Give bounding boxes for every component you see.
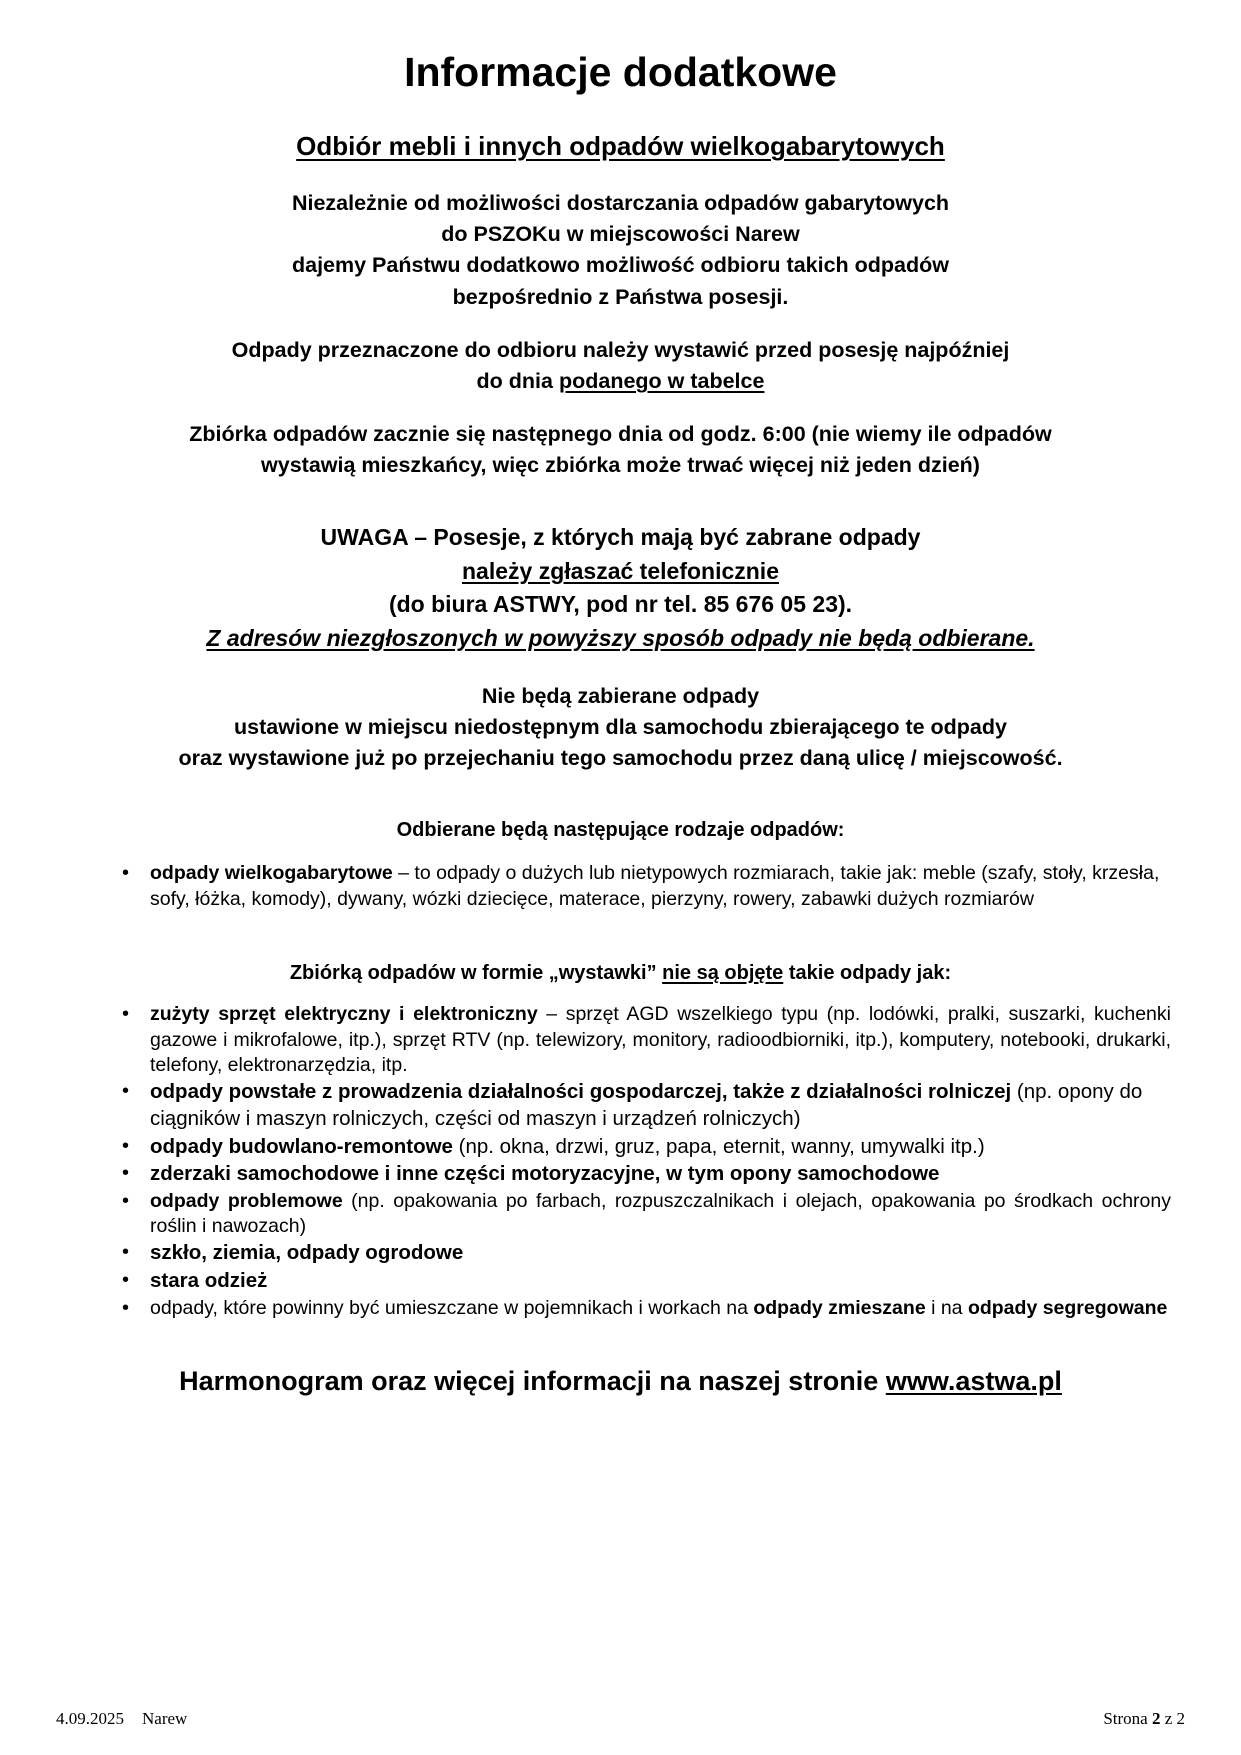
warning-block bbox=[56, 481, 1185, 654]
accepted-heading: Odbierane będą następujące rodzaje odpadów: bbox=[396, 819, 845, 842]
deadline-line-2 bbox=[56, 366, 1185, 397]
excluded-item-bold: zderzaki samochodowe i inne części motoryzacyjne, w tym opony samochodowe bbox=[150, 1162, 940, 1186]
intro-line-3: dajemy Państwu dodatkowo możliwość odbioru takich odpadów bbox=[291, 253, 949, 278]
deadline-underlined-text: podanego w tabelce bbox=[558, 368, 765, 393]
footer-page-current: 2 bbox=[1151, 1709, 1161, 1728]
warning-line-1: UWAGA – Posesje, z których mają być zabrane odpady bbox=[320, 524, 921, 551]
excluded-heading-prefix: Zbiórką odpadów w formie „wystawki” bbox=[289, 962, 663, 985]
excluded-item-bold: odpady budowlano-remontowe bbox=[150, 1134, 453, 1158]
list-item bbox=[114, 1240, 1185, 1267]
accepted-waste-list bbox=[56, 845, 1185, 913]
excluded-heading bbox=[56, 913, 1185, 988]
footer-page-total: 2 bbox=[1176, 1709, 1185, 1728]
excluded-item-bold: zużyty sprzęt elektryczny i elektroniczny bbox=[150, 1003, 538, 1026]
list-item bbox=[114, 1134, 1185, 1161]
list-item bbox=[114, 861, 1185, 913]
intro-line-1: Niezależnie od możliwości dostarczania odpadów gabarytowych bbox=[291, 191, 950, 216]
collection-start-line-2: wystawią mieszkańcy, więc zbiórka może trwać więcej niż jeden dzień) bbox=[261, 453, 980, 478]
deadline-prefix: do dnia bbox=[476, 368, 559, 393]
footer-date: 4.09.2025 bbox=[56, 1709, 124, 1728]
excluded-item-bold: odpady problemowe bbox=[150, 1189, 343, 1212]
page-title: Informacje dodatkowe bbox=[404, 49, 837, 95]
deadline-line-1: Odpady przeznaczone do odbioru należy wystawić przed posesję najpóźniej bbox=[231, 337, 1010, 362]
warning-phone-line: (do biura ASTWY, pod nr tel. 85 676 05 23). bbox=[388, 591, 853, 618]
collection-start-paragraph bbox=[56, 397, 1185, 481]
last-item-bold-mixed: odpady zmieszane bbox=[753, 1296, 926, 1319]
final-heading bbox=[56, 1322, 1185, 1397]
warning-italic-notice: Z adresów niezgłoszonych w powyższy sposób odpady nie będą odbierane. bbox=[206, 624, 1035, 651]
list-item bbox=[114, 1189, 1185, 1240]
excluded-item-bold: odpady powstałe z prowadzenia działalności gospodarczej, także z działalności rolniczej bbox=[150, 1080, 1012, 1104]
list-item bbox=[114, 1161, 1185, 1188]
excluded-waste-list bbox=[56, 988, 1185, 1321]
footer-locality: Narew bbox=[142, 1709, 188, 1728]
accepted-item-bold: odpady wielkogabarytowe bbox=[150, 862, 393, 885]
excluded-item-rest: (np. opakowania po farbach, rozpuszczalnikach i olejach, opakowania po środkach ochrony roślin i nawozach) bbox=[150, 1189, 1171, 1238]
warning-line-2-underlined: należy zgłaszać telefonicznie bbox=[461, 557, 779, 584]
excluded-heading-suffix: takie odpady jak: bbox=[783, 962, 952, 985]
excluded-item-rest: (np. okna, drzwi, gruz, papa, eternit, wanny, umywalki itp.) bbox=[452, 1134, 985, 1158]
excluded-heading-underlined: nie są objęte bbox=[662, 962, 784, 985]
excluded-item-rest: (np. opony do ciągników i maszyn rolniczych, części od maszyn i urządzeń rolniczych) bbox=[150, 1080, 1143, 1130]
website-url[interactable]: www.astwa.pl bbox=[885, 1366, 1062, 1397]
list-item bbox=[114, 1079, 1185, 1132]
page-footer bbox=[56, 1709, 1185, 1729]
intro-line-4: bezpośrednio z Państwa posesji. bbox=[452, 284, 789, 309]
list-item bbox=[114, 1296, 1185, 1321]
not-collected-line-2: ustawione w miejscu niedostępnym dla samochodu zbierającego te odpady bbox=[234, 715, 1007, 740]
accepted-item-rest: – to odpady o dużych lub nietypowych rozmiarach, takie jak: meble (szafy, stoły, krzesła, sofy, łóżka, komody), dywany, wózki dziecięce, materace, pierzyny, rowery, zabawki dużych rozmiarów bbox=[150, 862, 1160, 911]
last-item-middle: i na bbox=[925, 1296, 968, 1319]
intro-paragraph bbox=[56, 162, 1185, 313]
last-item-lead: odpady, które powinny być umieszczane w pojemnikach i workach na bbox=[150, 1296, 754, 1319]
footer-page-label: Strona bbox=[1103, 1709, 1148, 1728]
deadline-paragraph bbox=[56, 313, 1185, 397]
footer-page-of: z bbox=[1164, 1709, 1173, 1728]
excluded-item-rest: – sprzęt AGD wszelkiego typu (np. lodówki, pralki, suszarki, kuchenki gazowe i mikrofalowe, itp.), sprzęt RTV (np. telewizory, monitory, radioodbiorniki, itp.), komputery, notebooki, drukarki, telefony, elektronarzędzia, itp. bbox=[150, 1003, 1171, 1076]
collection-start-line-1: Zbiórka odpadów zacznie się następnego dnia od godz. 6:00 (nie wiemy ile odpadów bbox=[189, 422, 1052, 447]
footer-left bbox=[56, 1709, 187, 1729]
final-heading-prefix: Harmonogram oraz więcej informacji na naszej stronie bbox=[179, 1366, 886, 1397]
excluded-item-bold: stara odzież bbox=[150, 1269, 268, 1293]
list-item bbox=[114, 1002, 1185, 1078]
not-collected-notice bbox=[56, 655, 1185, 775]
not-collected-line-1: Nie będą zabierane odpady bbox=[481, 683, 760, 708]
footer-page-number bbox=[1103, 1709, 1185, 1729]
not-collected-line-3: oraz wystawione już po przejechaniu tego samochodu przez daną ulicę / miejscowość. bbox=[178, 746, 1063, 771]
list-item bbox=[114, 1268, 1185, 1295]
excluded-item-bold: szkło, ziemia, odpady ogrodowe bbox=[150, 1241, 464, 1265]
section-heading: Odbiór mebli i innych odpadów wielkogabarytowych bbox=[296, 131, 945, 162]
intro-line-2: do PSZOKu w miejscowości Narew bbox=[441, 222, 800, 247]
last-item-bold-segregated: odpady segregowane bbox=[967, 1296, 1168, 1319]
